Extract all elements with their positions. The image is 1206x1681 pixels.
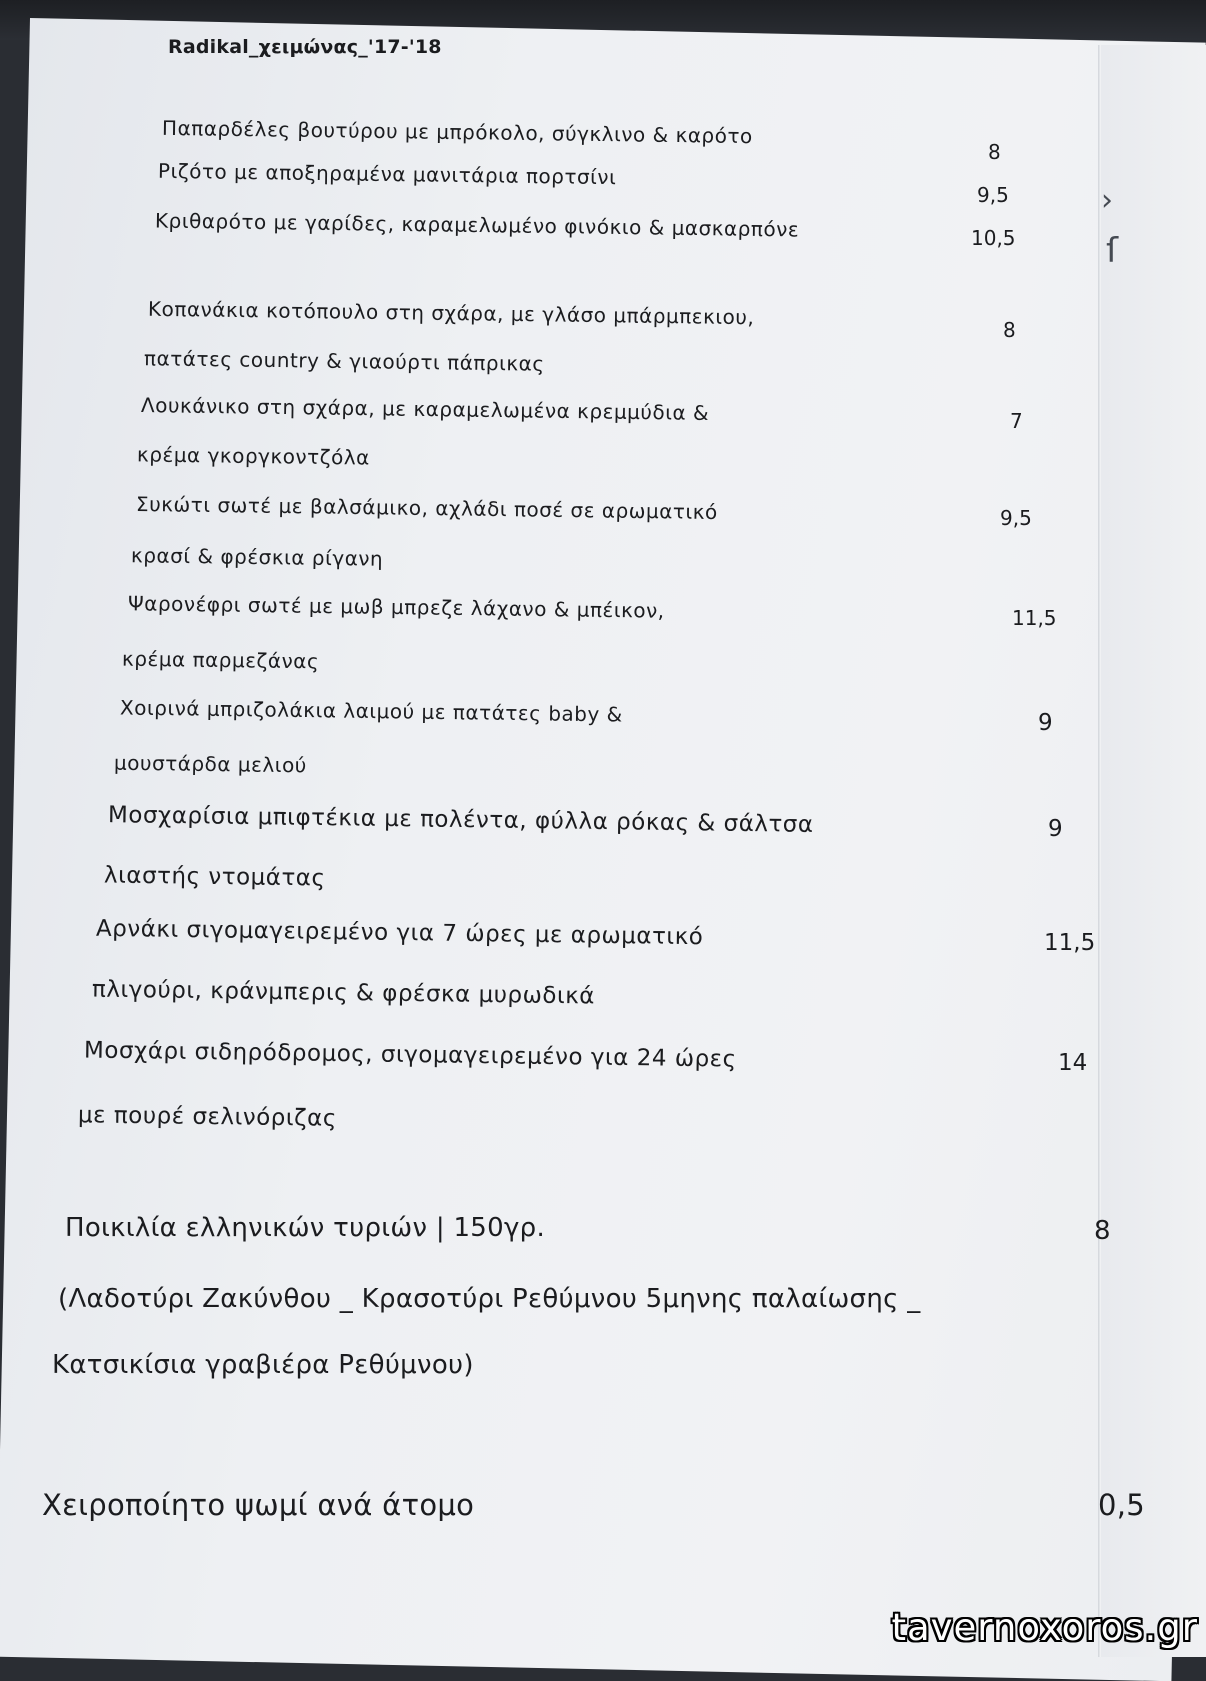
menu-item-price: 8: [1094, 1216, 1111, 1246]
menu-item-name: Ψαρονέφρι σωτέ με μωβ μπρεζε λάχανο & μπέικον,: [127, 591, 665, 623]
menu-item-description: κρέμα γκοργκοντζόλα: [136, 442, 370, 470]
margin-mark: ſ: [1106, 231, 1118, 271]
menu-item-name: Χοιρινά μπριζολάκια λαιμού με πατάτες baby &: [119, 695, 623, 727]
menu-item-name: Ριζότο με αποξηραμένα μανιτάρια πορτσίνι: [157, 158, 617, 190]
menu-header: Radikal_χειμώνας_'17-'18: [168, 36, 442, 58]
menu-item-name: Χειροποίητο ψωμί ανά άτομο: [42, 1488, 475, 1522]
menu-item-description: με πουρέ σελινόριζας: [77, 1102, 337, 1132]
menu-item-name: Κριθαρότο με γαρίδες, καραμελωμένο φινόκιο & μασκαρπόνε: [154, 208, 800, 242]
watermark: tavernoxoros.gr: [891, 1606, 1198, 1649]
menu-item-name: Ποικιλία ελληνικών τυριών | 150γρ.: [65, 1213, 546, 1243]
menu-page: [0, 18, 1206, 1681]
menu-item-price: 7: [1010, 409, 1023, 433]
menu-item-price: 11,5: [1044, 930, 1096, 956]
menu-item-description: πλιγούρι, κράνμπερις & φρέσκα μυρωδικά: [91, 976, 596, 1010]
menu-item-price: 11,5: [1012, 606, 1057, 630]
menu-item-price: 9,5: [1000, 506, 1032, 530]
menu-item-name: Κοπανάκια κοτόπουλο στη σχάρα, με γλάσο μπάρμπεκιου,: [147, 296, 755, 330]
menu-item-price: 9: [1048, 816, 1063, 842]
menu-item-description: κρέμα παρμεζάνας: [121, 646, 320, 674]
menu-item-description: κρασί & φρέσκια ρίγανη: [130, 543, 384, 571]
menu-item-price: 8: [988, 140, 1001, 164]
menu-item-name: Παπαρδέλες βουτύρου με μπρόκολο, σύγκλινο & καρότο: [161, 115, 753, 149]
menu-item-name: Λουκάνικο στη σχάρα, με καραμελωμένα κρεμμύδια &: [140, 393, 710, 425]
menu-item-name: Μοσχάρι σιδηρόδρομος, σιγομαγειρεμένο για 24 ώρες: [83, 1037, 737, 1073]
menu-item-name: Μοσχαρίσια μπιφτέκια με πολέντα, φύλλα ρόκας & σάλτσα: [107, 802, 814, 838]
menu-item-name: Αρνάκι σιγομαγειρεμένο για 7 ώρες με αρωματικό: [95, 915, 704, 951]
menu-item-price: 10,5: [971, 226, 1016, 250]
menu-item-description: μουστάρδα μελιού: [113, 750, 308, 778]
menu-item-name: Συκώτι σωτέ με βαλσάμικο, αχλάδι ποσέ σε αρωματικό: [135, 491, 718, 525]
adjacent-page: [1101, 45, 1206, 1657]
menu-item-description: λιαστής ντομάτας: [103, 862, 326, 892]
margin-mark: ›: [1101, 183, 1113, 218]
menu-item-description: Κατσικίσια γραβιέρα Ρεθύμνου): [52, 1350, 474, 1380]
menu-item-price: 8: [1003, 318, 1016, 342]
menu-item-description: πατάτες country & γιαούρτι πάπρικας: [143, 346, 545, 376]
menu-item-description: (Λαδοτύρι Ζακύνθου _ Κρασοτύρι Ρεθύμνου 5μηνης παλαίωσης _: [58, 1284, 921, 1314]
menu-item-price: 9,5: [977, 183, 1009, 207]
menu-item-price: 14: [1058, 1050, 1088, 1076]
menu-item-price: 0,5: [1098, 1488, 1146, 1522]
menu-item-price: 9: [1038, 710, 1053, 736]
